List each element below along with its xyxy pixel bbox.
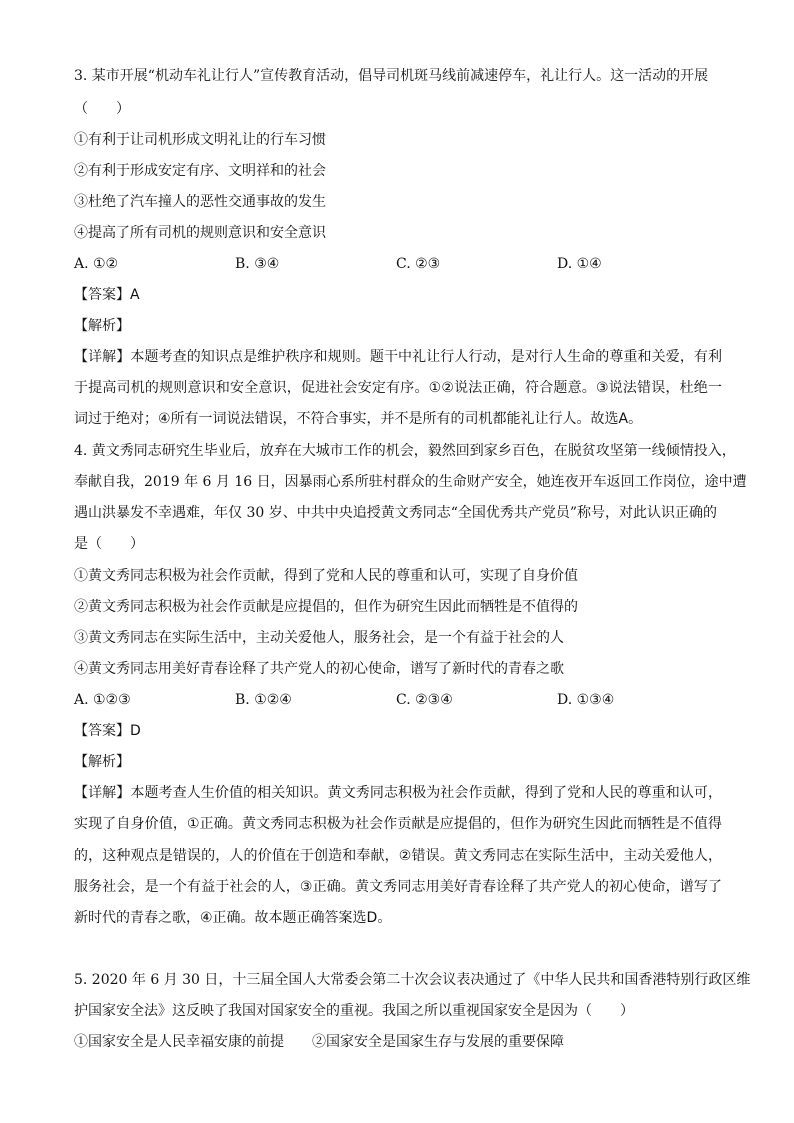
q3-item-1: ①有利于让司机形成文明礼让的行车习惯 — [74, 132, 326, 148]
q3-detail-line-1: 【详解】本题考查的知识点是维护秩序和规则。题干中礼让行人行动，是对行人生命的尊重和关爱，有利 — [74, 349, 722, 365]
q4-answer-value: D — [130, 723, 141, 739]
q3-option-a: A. ①② — [74, 256, 119, 272]
q3-answer-value: A — [130, 287, 140, 303]
q4-analysis-label: 【解析】 — [74, 754, 130, 770]
q3-option-c: C. ②③ — [396, 256, 441, 272]
q3-answer — [74, 285, 140, 305]
q4-option-c: C. ②③④ — [396, 692, 453, 708]
q3-item-4: ④提高了所有司机的规则意识和安全意识 — [74, 225, 326, 241]
q4-item-2: ②黄文秀同志积极为社会作贡献是应提倡的，但作为研究生因此而牺牲是不值得的 — [74, 599, 578, 615]
q4-item-4: ④黄文秀同志用美好青春诠释了共产党人的初心使命，谱写了新时代的青春之歌 — [74, 661, 564, 677]
q5-stem-line-2: 护国家安全法》这反映了我国对国家安全的重视。我国之所以重视国家安全是因为（ ） — [74, 1003, 634, 1019]
q3-option-b: B. ③④ — [235, 256, 280, 272]
q3-analysis-label: 【解析】 — [74, 318, 130, 334]
q3-item-2: ②有利于形成安定有序、文明祥和的社会 — [74, 163, 326, 179]
q3-detail-line-2: 于提高司机的规则意识和安全意识，促进社会安定有序。①②说法正确，符合题意。③说法错误，杜绝一 — [74, 380, 722, 396]
q3-item-3: ③杜绝了汽车撞人的恶性交通事故的发生 — [74, 194, 326, 210]
q4-option-d: D. ①③④ — [557, 692, 615, 708]
q4-option-a: A. ①②③ — [74, 692, 131, 708]
q4-stem-line-3: 遇山洪暴发不幸遇难，年仅 30 岁、中共中央追授黄文秀同志“全国优秀共产党员”称号，对此认识正确的 — [74, 505, 718, 521]
q4-detail-line-3: 的，这种观点是错误的，人的价值在于创造和奉献，②错误。黄文秀同志在实际生活中，主动关爱他人， — [74, 848, 722, 864]
q4-option-b: B. ①②④ — [235, 692, 292, 708]
q4-detail-line-5: 新时代的青春之歌，④正确。故本题正确答案选D。 — [74, 910, 392, 926]
q4-stem-line-1: 4. 黄文秀同志研究生毕业后，放弃在大城市工作的机会，毅然回到家乡百色，在脱贫攻坚第一线倾情投入， — [74, 443, 736, 459]
q3-detail-line-3: 词过于绝对；④所有一词说法错误，不符合事实，并不是所有的司机都能礼让行人。故选A。 — [74, 411, 643, 427]
q4-stem-line-4: 是（ ） — [74, 536, 144, 552]
q5-stem-line-1: 5. 2020 年 6 月 30 日，十三届全国人大常委会第二十次会议表决通过了《中华人民共和国香港特别行政区维 — [74, 972, 751, 988]
q5-items-row: ①国家安全是人民幸福安康的前提 ②国家安全是国家生存与发展的重要保障 — [74, 1034, 564, 1050]
q4-item-1: ①黄文秀同志积极为社会作贡献，得到了党和人民的尊重和认可，实现了自身价值 — [74, 568, 578, 584]
q3-option-d: D. ①④ — [557, 256, 602, 272]
q3-stem-line-1: 3. 某市开展“机动车礼让行人”宣传教育活动，倡导司机斑马线前减速停车，礼让行人。这一活动的开展 — [74, 68, 709, 84]
q4-item-3: ③黄文秀同志在实际生活中，主动关爱他人，服务社会，是一个有益于社会的人 — [74, 630, 564, 646]
q4-answer — [74, 721, 141, 741]
q4-answer-label: 【答案】 — [74, 723, 130, 739]
q4-detail-line-1: 【详解】本题考查人生价值的相关知识。黄文秀同志积极为社会作贡献，得到了党和人民的尊重和认可， — [74, 785, 722, 801]
q4-detail-line-4: 服务社会，是一个有益于社会的人，③正确。黄文秀同志用美好青春诠释了共产党人的初心使命，谱写了 — [74, 879, 722, 895]
q4-stem-line-2: 奉献自我，2019 年 6 月 16 日，因暴雨心系所驻村群众的生命财产安全，她连夜开车返回工作岗位，途中遭 — [74, 474, 747, 490]
q3-stem-line-2: （ ） — [74, 101, 130, 117]
q3-answer-label: 【答案】 — [74, 287, 130, 303]
q4-detail-line-2: 实现了自身价值，①正确。黄文秀同志积极为社会作贡献是应提倡的，但作为研究生因此而牺牲是不值得 — [74, 816, 722, 832]
